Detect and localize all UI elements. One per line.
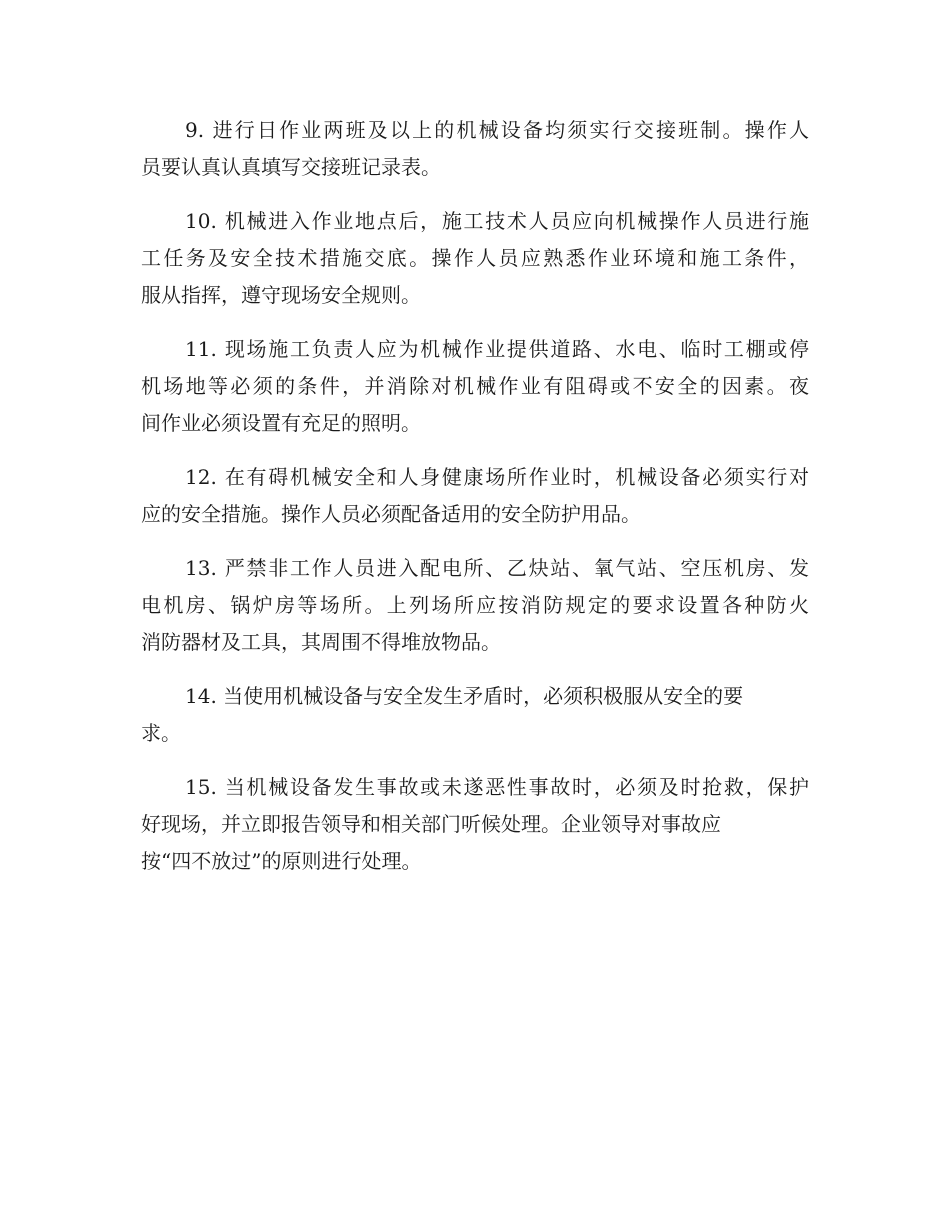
paragraph-line: 电机房、锅炉房等场所。上列场所应按消防规定的要求设置各种防火 bbox=[141, 593, 809, 617]
rule-paragraph-13 bbox=[141, 550, 809, 661]
rule-paragraph-9 bbox=[141, 112, 809, 186]
rule-paragraph-15 bbox=[141, 769, 809, 880]
paragraph-line: 机场地等必须的条件，并消除对机械作业有阻碍或不安全的因素。夜 bbox=[141, 374, 809, 398]
paragraph-line: 11. 现场施工负责人应为机械作业提供道路、水电、临时工棚或停 bbox=[185, 337, 809, 361]
document-body bbox=[141, 112, 809, 880]
rule-paragraph-10 bbox=[141, 203, 809, 314]
rule-paragraph-14 bbox=[141, 678, 809, 752]
paragraph-line: 应的安全措施。操作人员必须配备适用的安全防护用品。 bbox=[141, 502, 641, 526]
paragraph-line: 员要认真认真填写交接班记录表。 bbox=[141, 155, 441, 179]
paragraph-line: 14. 当使用机械设备与安全发生矛盾时，必须积极服从安全的要 bbox=[185, 684, 744, 708]
paragraph-line: 工任务及安全技术措施交底。操作人员应熟悉作业环境和施工条件， bbox=[141, 246, 809, 270]
paragraph-line: 9. 进行日作业两班及以上的机械设备均须实行交接班制。操作人 bbox=[185, 118, 809, 142]
rule-paragraph-11 bbox=[141, 331, 809, 442]
paragraph-line: 13. 严禁非工作人员进入配电所、乙炔站、氧气站、空压机房、发 bbox=[185, 556, 809, 580]
paragraph-line: 间作业必须设置有充足的照明。 bbox=[141, 411, 421, 435]
paragraph-line: 消防器材及工具，其周围不得堆放物品。 bbox=[141, 630, 501, 654]
paragraph-line: 按“四不放过”的原则进行处理。 bbox=[141, 849, 422, 873]
paragraph-line: 求。 bbox=[141, 721, 181, 745]
paragraph-line: 10. 机械进入作业地点后，施工技术人员应向机械操作人员进行施 bbox=[185, 209, 809, 233]
paragraph-line: 好现场，并立即报告领导和相关部门听候处理。企业领导对事故应 bbox=[141, 812, 721, 836]
paragraph-line: 15. 当机械设备发生事故或未遂恶性事故时，必须及时抢救，保护 bbox=[185, 775, 809, 799]
paragraph-line: 服从指挥，遵守现场安全规则。 bbox=[141, 283, 421, 307]
paragraph-line: 12. 在有碍机械安全和人身健康场所作业时，机械设备必须实行对 bbox=[185, 465, 809, 489]
rule-paragraph-12 bbox=[141, 459, 809, 533]
